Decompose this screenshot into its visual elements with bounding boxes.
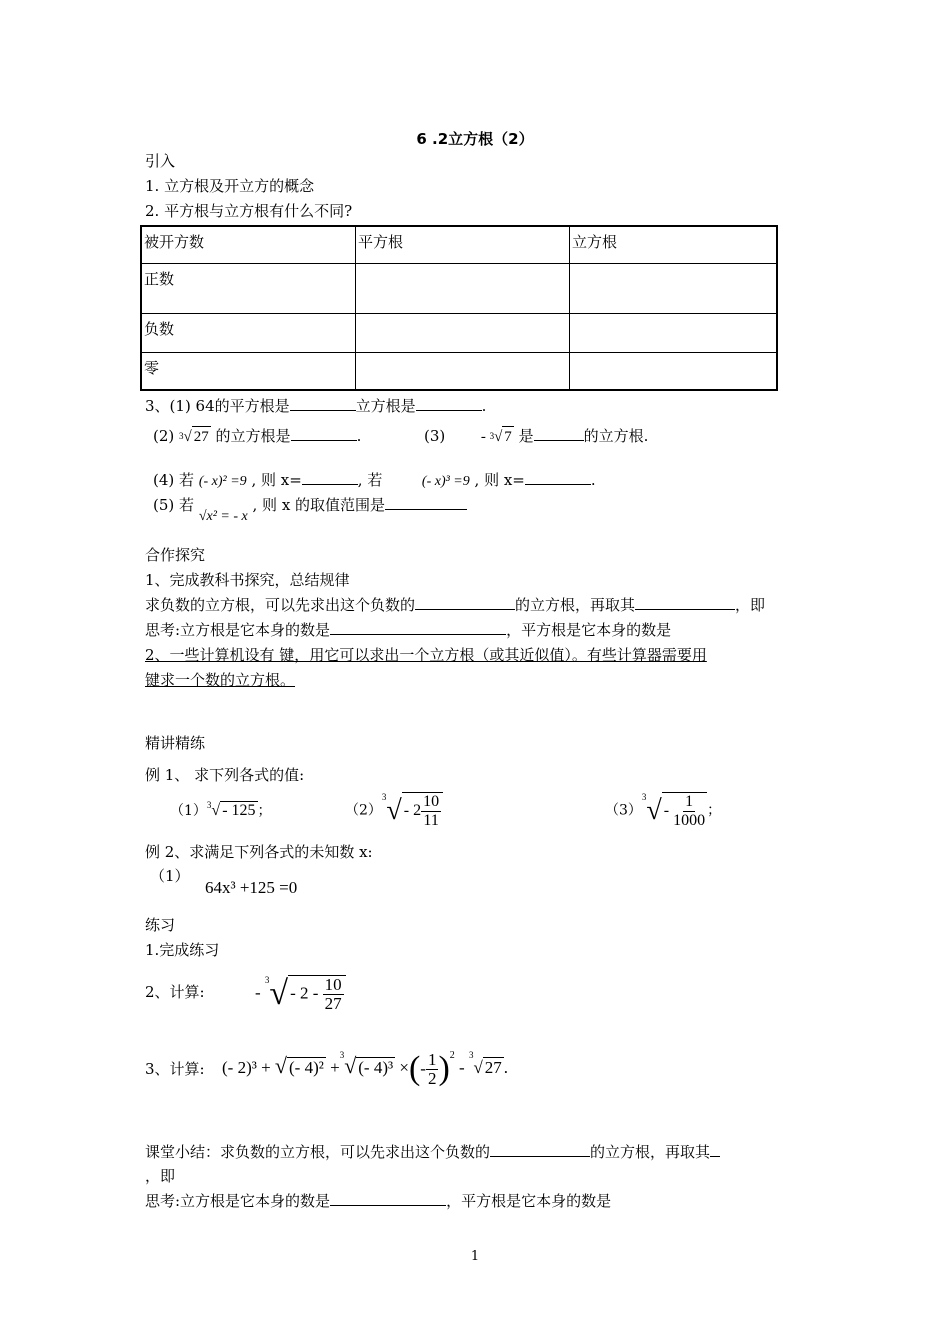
example-1-part-3: $(3)^3√$ - $\frac{1}{1000}$ ； bbox=[605, 792, 722, 829]
intro-item-1: 1. 立方根及开立方的概念 bbox=[145, 177, 315, 195]
answer-blank[interactable] bbox=[302, 470, 358, 485]
answer-blank[interactable] bbox=[525, 470, 591, 485]
practice-item-2-expression: - $^3$√ - 2 - $\frac{10}{27}$ bbox=[255, 975, 346, 1013]
answer-blank[interactable] bbox=[290, 396, 356, 411]
table-cell bbox=[570, 352, 778, 390]
answer-blank[interactable] bbox=[534, 426, 584, 441]
answer-blank[interactable] bbox=[330, 620, 506, 635]
intro-heading: 引入 bbox=[145, 152, 176, 170]
table-header-radicand: 被开方数 bbox=[141, 226, 356, 263]
practice-item-2-label: 2、计算: bbox=[145, 983, 205, 1001]
practice-item-1: 1.完成练习 bbox=[145, 941, 220, 959]
q3-part4: (4) 若 (- x)² =9 , 则 x= , 若 (- x)³ =9 , 则 x= . bbox=[153, 471, 596, 489]
answer-blank[interactable] bbox=[415, 595, 515, 610]
page-title: 6 .2立方根（2） bbox=[416, 130, 534, 148]
answer-blank[interactable] bbox=[416, 396, 482, 411]
cube-root-27: $^3$√ 27 bbox=[179, 429, 211, 445]
example-2-label: （1） bbox=[150, 867, 190, 885]
coop-rule: 求负数的立方根，可以先求出这个负数的 的立方根，再取其 ，即 bbox=[145, 596, 766, 614]
table-row-zero: 零 bbox=[141, 352, 356, 390]
coop-item-1: 1、完成教科书探究，总结规律 bbox=[145, 571, 350, 589]
answer-blank[interactable] bbox=[635, 595, 735, 610]
comparison-table bbox=[140, 225, 778, 391]
answer-blank[interactable] bbox=[385, 495, 467, 510]
q3-part3: (3) - $^3$√ 7 是 的立方根. bbox=[424, 427, 649, 445]
q3-part5: (5) 若 √x² = - x , 则 x 的取值范围是 bbox=[153, 495, 467, 517]
q3-part2: (2) $^3$√ 27 的立方根是 . bbox=[153, 427, 362, 445]
table-row-negative: 负数 bbox=[141, 313, 356, 352]
q3-part1: 3、(1) 64的平方根是 立方根是 . bbox=[145, 397, 487, 415]
answer-blank[interactable] bbox=[490, 1142, 590, 1157]
example-1-part-2: $(2)^3√ - 2$ $\frac{10}{11}$ bbox=[345, 792, 443, 830]
neg-cube-root-7: - $^3$√ 7 bbox=[481, 429, 514, 445]
table-cell bbox=[356, 352, 570, 390]
table-cell bbox=[570, 263, 778, 313]
table-header-square-root: 平方根 bbox=[356, 226, 570, 263]
coop-calculator-line-2: 键求一个数的立方根。 bbox=[145, 671, 296, 689]
table-row-positive: 正数 bbox=[141, 263, 356, 313]
example-2-equation: 64x³ +125 =0 bbox=[205, 878, 298, 897]
lecture-heading: 精讲精练 bbox=[145, 734, 206, 752]
answer-blank[interactable] bbox=[710, 1142, 720, 1157]
table-cell bbox=[356, 263, 570, 313]
summary-line-2: ，即 bbox=[145, 1167, 176, 1185]
practice-heading: 练习 bbox=[145, 916, 176, 934]
answer-blank[interactable] bbox=[291, 426, 357, 441]
example-1: 例 1、 求下列各式的值: bbox=[145, 766, 305, 784]
intro-item-2: 2. 平方根与立方根有什么不同? bbox=[145, 202, 353, 220]
summary-line-3: 思考:立方根是它本身的数是 ，平方根是它本身的数是 bbox=[145, 1192, 612, 1210]
page-number: 1 bbox=[470, 1249, 480, 1264]
example-1-part-1: $(1)^3√ - 125$ ； bbox=[170, 800, 272, 819]
table-cell bbox=[356, 313, 570, 352]
coop-think: 思考:立方根是它本身的数是 ，平方根是它本身的数是 bbox=[145, 621, 672, 639]
practice-item-3-label: 3、计算: bbox=[145, 1060, 205, 1078]
practice-item-3-expression: (- 2)³ + √ (- 4)² +$^3$√ (- 4)³ ×(- $\frac{1}{2}$ )$^2$ - $^3$√ 27 . bbox=[222, 1049, 509, 1088]
coop-heading: 合作探究 bbox=[145, 546, 206, 564]
table-cell bbox=[570, 313, 778, 352]
table-header-cube-root: 立方根 bbox=[570, 226, 778, 263]
coop-calculator-line-1: 2、一些计算机设有 键，用它可以求出一个立方根（或其近似值）。有些计算器需要用 bbox=[145, 646, 707, 664]
answer-blank[interactable] bbox=[330, 1191, 446, 1206]
example-2: 例 2、求满足下列各式的未知数 x: bbox=[145, 843, 373, 861]
summary-line-1: 课堂小结：求负数的立方根，可以先求出这个负数的 的立方根，再取其 bbox=[145, 1142, 720, 1162]
